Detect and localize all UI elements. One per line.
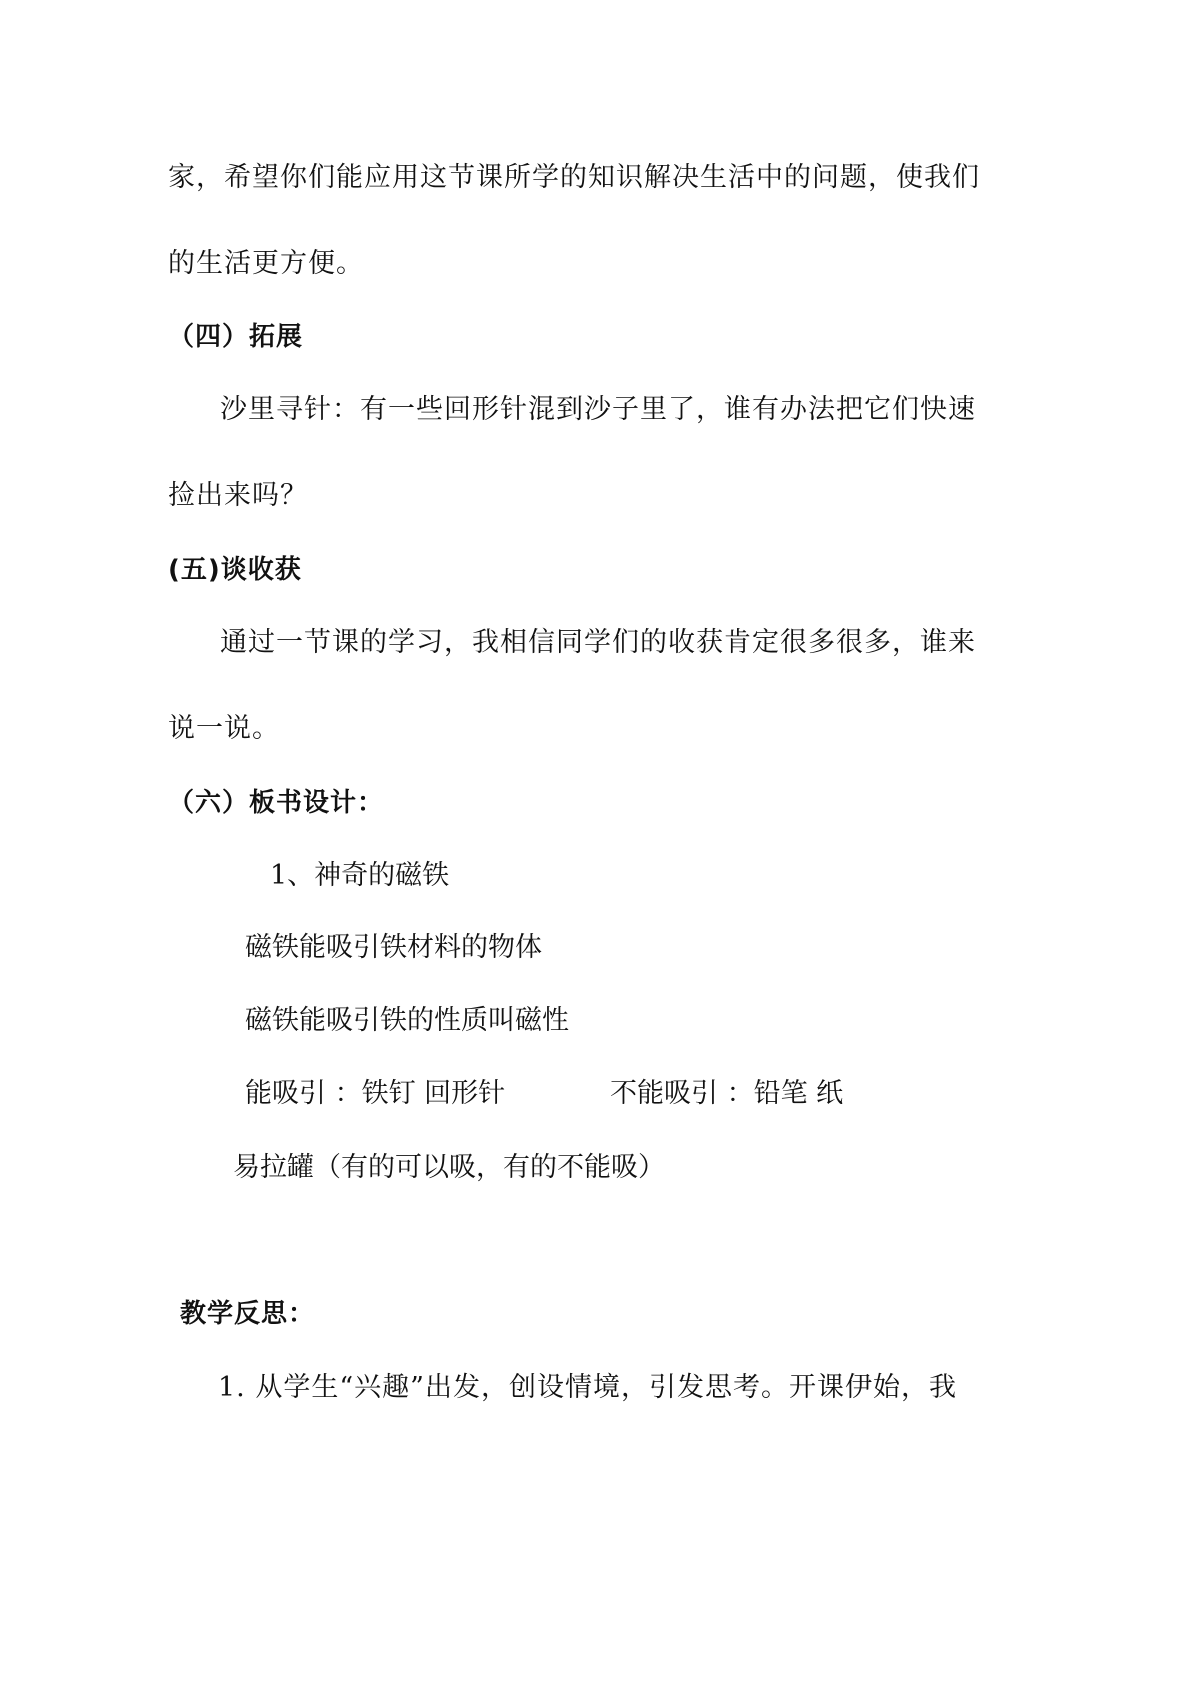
board-line: 磁铁能吸引铁的性质叫磁性 <box>245 1005 569 1036</box>
board-line: 磁铁能吸引铁材料的物体 <box>245 932 542 963</box>
paragraph-line: 说一说。 <box>168 713 280 744</box>
paragraph-line: 1. 从学生“兴趣”出发，创设情境，引发思考。开课伊始，我 <box>218 1372 957 1403</box>
paragraph-line: 通过一节课的学习，我相信同学们的收获肯定很多很多，谁来 <box>220 627 976 658</box>
board-title: 1、神奇的磁铁 <box>270 860 450 891</box>
board-can-attract: 能吸引 ：铁钉 回形针 <box>245 1078 506 1109</box>
section-heading-6: （六）板书设计： <box>168 788 385 818</box>
reflection-heading: 教学反思： <box>180 1299 316 1329</box>
section-heading-5: (五)谈收获 <box>168 555 302 585</box>
paragraph-line: 沙里寻针：有一些回形针混到沙子里了，谁有办法把它们快速 <box>220 394 976 425</box>
board-cannot-attract: 不能吸引 ：铅笔 纸 <box>610 1078 844 1109</box>
paragraph-line: 的生活更方便。 <box>168 248 364 279</box>
paragraph-line: 捡出来吗？ <box>168 480 308 511</box>
board-line: 易拉罐（有的可以吸，有的不能吸） <box>233 1152 665 1183</box>
section-heading-4: （四）拓展 <box>168 322 304 352</box>
paragraph-line: 家，希望你们能应用这节课所学的知识解决生活中的问题，使我们 <box>168 162 980 193</box>
